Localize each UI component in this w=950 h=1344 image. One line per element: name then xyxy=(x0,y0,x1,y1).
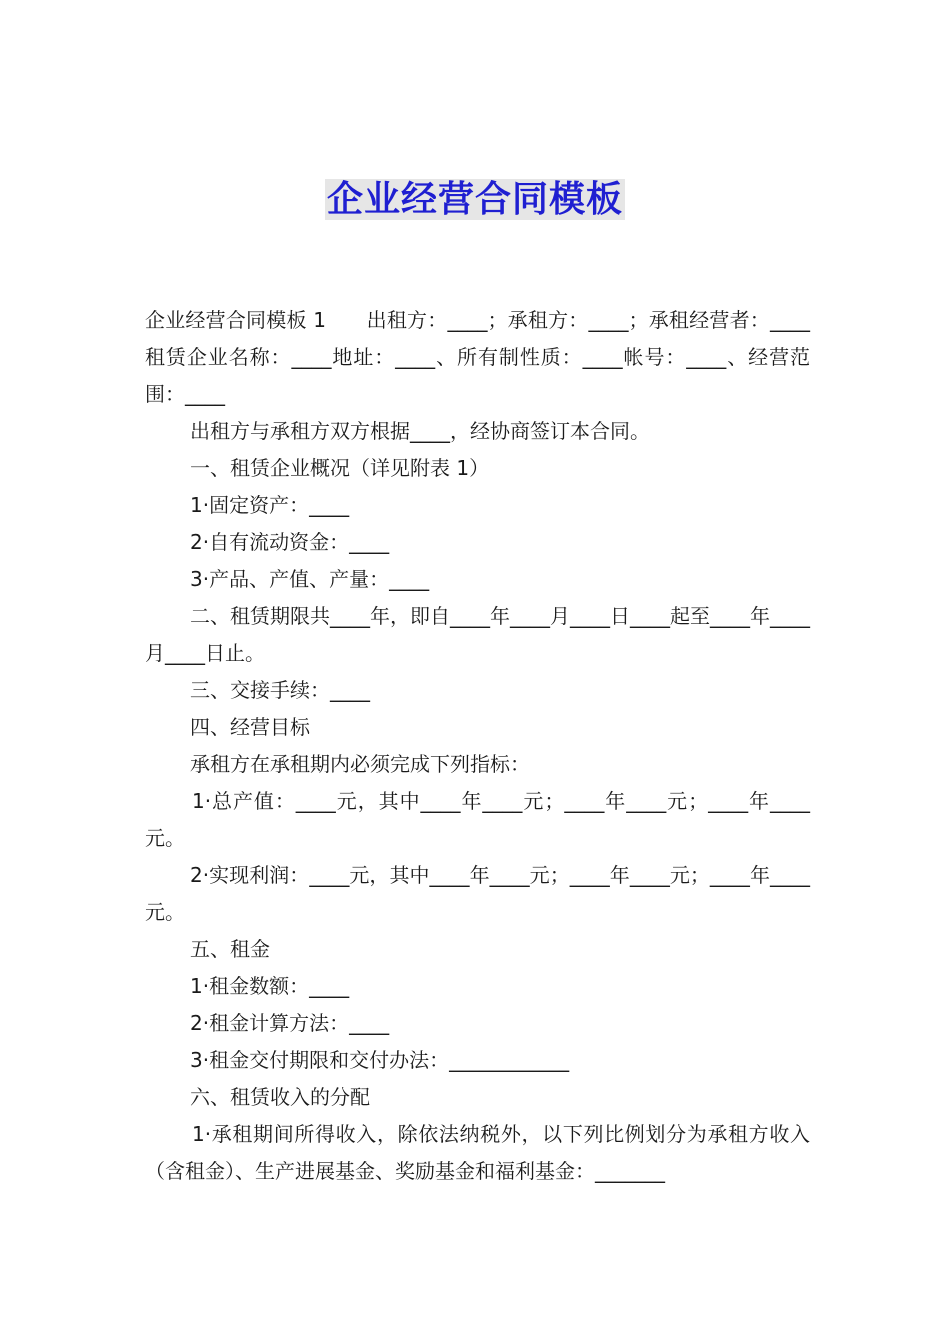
paragraph-targets-intro: 承租方在承租期内必须完成下列指标： xyxy=(190,752,530,776)
list-item-total-output: 1·总产值：____元，其中____年____元；____年____元；____年____元。 xyxy=(145,789,810,850)
section-heading-income: 六、租赁收入的分配 xyxy=(190,1085,370,1109)
document-title xyxy=(0,176,950,224)
list-item-profit: 2·实现利润：____元，其中____年____元；____年____元；____年____元。 xyxy=(145,863,810,924)
document-title-text: 企业经营合同模板 xyxy=(326,179,623,220)
list-item-rent-payment: 3·租金交付期限和交付办法：____________ xyxy=(190,1048,570,1072)
section-heading-handover: 三、交接手续：____ xyxy=(190,678,370,702)
paragraph-intro: 企业经营合同模板 1 出租方：____；承租方：____；承租经营者：____租赁企业名称：____地址：____、所有制性质：____帐号：____、经营范围：____ xyxy=(145,308,810,406)
section-heading-targets: 四、经营目标 xyxy=(190,715,310,739)
list-item-fixed-assets: 1·固定资产：____ xyxy=(190,493,350,517)
list-item-working-capital: 2·自有流动资金：____ xyxy=(190,530,390,554)
list-item-rent-amount: 1·租金数额：____ xyxy=(190,974,350,998)
document-body xyxy=(145,302,810,1190)
section-heading-term: 二、租赁期限共____年，即自____年____月____日____起至____年____月____日止。 xyxy=(145,604,810,665)
list-item-rent-method: 2·租金计算方法：____ xyxy=(190,1011,390,1035)
paragraph-basis: 出租方与承租方双方根据____，经协商签订本合同。 xyxy=(190,419,650,443)
list-item-income-split: 1·承租期间所得收入，除依法纳税外，以下列比例划分为承租方收入（含租金）、生产进展基金、奖励基金和福利基金：_______ xyxy=(145,1122,810,1183)
list-item-products: 3·产品、产值、产量：____ xyxy=(190,567,430,591)
section-heading-rent: 五、租金 xyxy=(190,937,270,961)
section-heading-overview: 一、租赁企业概况（详见附表 1） xyxy=(190,456,490,480)
